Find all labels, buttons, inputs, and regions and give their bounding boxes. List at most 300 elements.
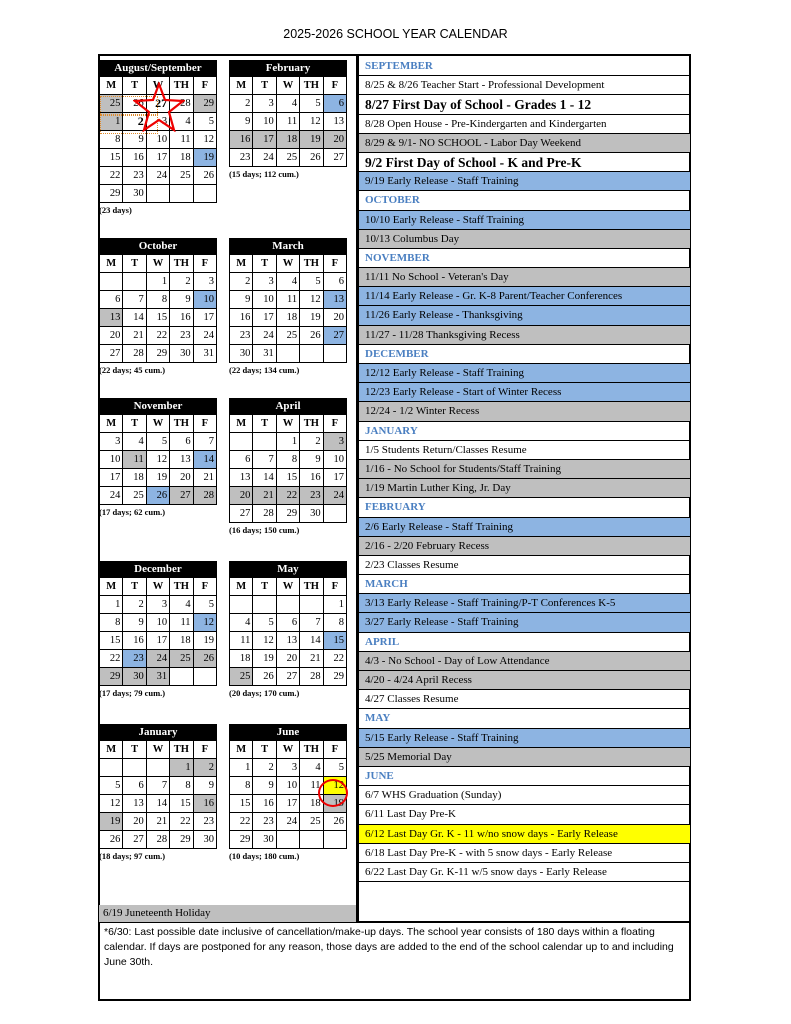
day-cell: 23 bbox=[230, 327, 253, 345]
event-item: 6/18 Last Day Pre-K - with 5 snow days - Early Release bbox=[359, 844, 690, 863]
day-cell: 5 bbox=[323, 759, 346, 777]
weekday-header: TH bbox=[170, 578, 193, 596]
month-grid bbox=[99, 740, 217, 849]
day-cell: 22 bbox=[100, 167, 123, 185]
day-cell: 16 bbox=[230, 131, 253, 149]
day-cell: 25 bbox=[100, 95, 123, 113]
day-cell: 6 bbox=[276, 614, 299, 632]
month-grid bbox=[99, 254, 217, 363]
event-month-header: FEBRUARY bbox=[359, 498, 690, 517]
day-cell: 15 bbox=[323, 632, 346, 650]
day-cell: 12 bbox=[300, 113, 323, 131]
day-cell: 4 bbox=[230, 614, 253, 632]
month-name: May bbox=[229, 561, 347, 577]
day-cell: 20 bbox=[323, 309, 346, 327]
day-cell: 19 bbox=[323, 795, 346, 813]
day-cell: 26 bbox=[323, 813, 346, 831]
event-month-header: SEPTEMBER bbox=[359, 57, 690, 76]
day-cell: 30 bbox=[193, 831, 216, 849]
day-cell: 20 bbox=[170, 469, 193, 487]
month-name: January bbox=[99, 724, 217, 740]
day-cell: 6 bbox=[123, 777, 146, 795]
day-cell bbox=[276, 345, 299, 363]
day-cell: 29 bbox=[276, 505, 299, 523]
day-cell: 19 bbox=[300, 131, 323, 149]
day-cell: 11 bbox=[230, 632, 253, 650]
event-item: 6/7 WHS Graduation (Sunday) bbox=[359, 786, 690, 805]
event-item: 3/13 Early Release - Staff Training/P-T Conferences K-5 bbox=[359, 594, 690, 613]
events-list bbox=[359, 57, 690, 882]
day-cell: 8 bbox=[100, 131, 123, 149]
event-item: 12/12 Early Release - Staff Training bbox=[359, 364, 690, 383]
day-cell: 3 bbox=[146, 596, 169, 614]
day-cell: 13 bbox=[323, 113, 346, 131]
event-item: 3/27 Early Release - Staff Training bbox=[359, 613, 690, 632]
weekday-header: F bbox=[323, 415, 346, 433]
day-cell: 13 bbox=[323, 291, 346, 309]
event-item: 2/16 - 2/20 February Recess bbox=[359, 537, 690, 556]
day-cell: 29 bbox=[170, 831, 193, 849]
day-cell bbox=[300, 831, 323, 849]
day-cell bbox=[193, 185, 216, 203]
day-cell: 27 bbox=[230, 505, 253, 523]
month-grid bbox=[229, 577, 347, 686]
day-cell: 12 bbox=[323, 777, 346, 795]
day-cell: 4 bbox=[276, 273, 299, 291]
weekday-header: T bbox=[253, 578, 276, 596]
day-cell: 19 bbox=[193, 632, 216, 650]
day-cell: 16 bbox=[230, 309, 253, 327]
day-cell: 22 bbox=[146, 327, 169, 345]
day-cell: 10 bbox=[146, 614, 169, 632]
day-cell: 26 bbox=[253, 668, 276, 686]
day-cell: 5 bbox=[193, 596, 216, 614]
day-cell: 27 bbox=[276, 668, 299, 686]
day-cell: 18 bbox=[230, 650, 253, 668]
weekday-header: W bbox=[276, 415, 299, 433]
event-item: 6/11 Last Day Pre-K bbox=[359, 805, 690, 824]
day-cell: 23 bbox=[123, 650, 146, 668]
day-cell bbox=[323, 505, 346, 523]
month-summary: (17 days; 62 cum.) bbox=[99, 507, 166, 517]
weekday-header: T bbox=[123, 741, 146, 759]
day-cell: 1 bbox=[100, 596, 123, 614]
day-cell: 10 bbox=[253, 113, 276, 131]
day-cell: 8 bbox=[146, 291, 169, 309]
weekday-header: F bbox=[193, 741, 216, 759]
event-item: 4/20 - 4/24 April Recess bbox=[359, 671, 690, 690]
day-cell: 9 bbox=[300, 451, 323, 469]
event-month-header: NOVEMBER bbox=[359, 249, 690, 268]
day-cell: 20 bbox=[323, 131, 346, 149]
day-cell: 15 bbox=[146, 309, 169, 327]
weekday-header: TH bbox=[300, 77, 323, 95]
event-month-header: MAY bbox=[359, 709, 690, 728]
day-cell: 3 bbox=[253, 95, 276, 113]
event-item: 11/26 Early Release - Thanksgiving bbox=[359, 306, 690, 325]
day-cell: 3 bbox=[100, 433, 123, 451]
day-cell: 5 bbox=[253, 614, 276, 632]
weekday-header: W bbox=[146, 741, 169, 759]
event-month-header: APRIL bbox=[359, 633, 690, 652]
day-cell: 26 bbox=[193, 650, 216, 668]
weekday-header: TH bbox=[170, 415, 193, 433]
day-cell: 2 bbox=[123, 113, 146, 131]
day-cell: 23 bbox=[170, 327, 193, 345]
day-cell: 11 bbox=[300, 777, 323, 795]
day-cell: 17 bbox=[323, 469, 346, 487]
day-cell: 7 bbox=[146, 777, 169, 795]
month-mar bbox=[229, 238, 347, 375]
day-cell: 21 bbox=[300, 650, 323, 668]
month-jan bbox=[99, 724, 217, 861]
day-cell: 29 bbox=[323, 668, 346, 686]
day-cell: 7 bbox=[123, 291, 146, 309]
weekday-header: T bbox=[253, 741, 276, 759]
day-cell: 19 bbox=[300, 309, 323, 327]
day-cell: 11 bbox=[170, 614, 193, 632]
day-cell: 24 bbox=[253, 327, 276, 345]
weekday-header: T bbox=[123, 255, 146, 273]
day-cell: 9 bbox=[193, 777, 216, 795]
day-cell: 5 bbox=[100, 777, 123, 795]
weekday-header: T bbox=[253, 415, 276, 433]
day-cell: 26 bbox=[123, 95, 146, 113]
day-cell: 11 bbox=[276, 291, 299, 309]
month-name: August/September bbox=[99, 60, 217, 76]
event-month-header: JUNE bbox=[359, 767, 690, 786]
day-cell: 25 bbox=[276, 149, 299, 167]
weekday-header: F bbox=[193, 415, 216, 433]
day-cell: 27 bbox=[123, 831, 146, 849]
day-cell: 2 bbox=[230, 95, 253, 113]
weekday-header: W bbox=[146, 578, 169, 596]
day-cell: 23 bbox=[123, 167, 146, 185]
day-cell: 23 bbox=[193, 813, 216, 831]
day-cell: 1 bbox=[323, 596, 346, 614]
day-cell: 29 bbox=[193, 95, 216, 113]
event-item: 5/15 Early Release - Staff Training bbox=[359, 729, 690, 748]
day-cell: 24 bbox=[146, 650, 169, 668]
weekday-header: T bbox=[123, 77, 146, 95]
day-cell: 18 bbox=[276, 309, 299, 327]
day-cell: 18 bbox=[123, 469, 146, 487]
month-grid bbox=[229, 76, 347, 167]
day-cell bbox=[300, 345, 323, 363]
weekday-header: TH bbox=[170, 741, 193, 759]
month-name: November bbox=[99, 398, 217, 414]
day-cell: 31 bbox=[253, 345, 276, 363]
day-cell: 15 bbox=[100, 632, 123, 650]
day-cell: 9 bbox=[230, 291, 253, 309]
month-name: December bbox=[99, 561, 217, 577]
weekday-header: M bbox=[230, 77, 253, 95]
event-item: 11/14 Early Release - Gr. K-8 Parent/Teacher Conferences bbox=[359, 287, 690, 306]
day-cell: 20 bbox=[276, 650, 299, 668]
day-cell: 28 bbox=[300, 668, 323, 686]
day-cell: 4 bbox=[170, 596, 193, 614]
day-cell: 28 bbox=[193, 487, 216, 505]
day-cell: 22 bbox=[170, 813, 193, 831]
weekday-header: F bbox=[323, 255, 346, 273]
day-cell: 22 bbox=[100, 650, 123, 668]
month-dec bbox=[99, 561, 217, 698]
day-cell: 18 bbox=[170, 149, 193, 167]
day-cell: 8 bbox=[230, 777, 253, 795]
day-cell: 4 bbox=[170, 113, 193, 131]
event-item: 2/23 Classes Resume bbox=[359, 556, 690, 575]
day-cell: 30 bbox=[253, 831, 276, 849]
day-cell: 10 bbox=[323, 451, 346, 469]
day-cell: 23 bbox=[230, 149, 253, 167]
day-cell: 6 bbox=[323, 273, 346, 291]
day-cell: 29 bbox=[230, 831, 253, 849]
month-feb bbox=[229, 60, 347, 179]
day-cell: 16 bbox=[300, 469, 323, 487]
day-cell: 20 bbox=[123, 813, 146, 831]
day-cell: 14 bbox=[300, 632, 323, 650]
day-cell: 25 bbox=[123, 487, 146, 505]
day-cell: 13 bbox=[230, 469, 253, 487]
month-oct bbox=[99, 238, 217, 375]
day-cell: 16 bbox=[123, 632, 146, 650]
month-summary: (23 days) bbox=[99, 205, 132, 215]
day-cell: 21 bbox=[253, 487, 276, 505]
day-cell: 28 bbox=[146, 831, 169, 849]
day-cell: 5 bbox=[300, 273, 323, 291]
day-cell: 17 bbox=[146, 632, 169, 650]
weekday-header: TH bbox=[300, 578, 323, 596]
day-cell: 27 bbox=[323, 149, 346, 167]
weekday-header: TH bbox=[170, 77, 193, 95]
day-cell: 30 bbox=[300, 505, 323, 523]
day-cell: 20 bbox=[230, 487, 253, 505]
day-cell: 25 bbox=[300, 813, 323, 831]
day-cell: 17 bbox=[253, 131, 276, 149]
month-grid bbox=[229, 414, 347, 523]
day-cell: 1 bbox=[276, 433, 299, 451]
weekday-header: T bbox=[253, 77, 276, 95]
day-cell: 5 bbox=[300, 95, 323, 113]
day-cell: 22 bbox=[230, 813, 253, 831]
event-month-header: JANUARY bbox=[359, 422, 690, 441]
weekday-header: F bbox=[323, 77, 346, 95]
day-cell: 21 bbox=[123, 327, 146, 345]
event-item: 10/10 Early Release - Staff Training bbox=[359, 211, 690, 230]
weekday-header: TH bbox=[300, 415, 323, 433]
day-cell: 15 bbox=[230, 795, 253, 813]
day-cell: 19 bbox=[100, 813, 123, 831]
day-cell bbox=[193, 668, 216, 686]
day-cell bbox=[300, 596, 323, 614]
day-cell bbox=[123, 759, 146, 777]
day-cell: 25 bbox=[276, 327, 299, 345]
day-cell: 28 bbox=[253, 505, 276, 523]
footnote: *6/30: Last possible date inclusive of cancellation/make-up days. The school year consists of 180 days within a floating calendar. If days are postponed for any reason, those days are added to the end of the school calendar up to and including June 30th. bbox=[104, 926, 674, 968]
event-item: 5/25 Memorial Day bbox=[359, 748, 690, 767]
day-cell: 27 bbox=[146, 95, 169, 113]
day-cell: 8 bbox=[276, 451, 299, 469]
month-name: October bbox=[99, 238, 217, 254]
weekday-header: TH bbox=[300, 255, 323, 273]
day-cell: 24 bbox=[253, 149, 276, 167]
day-cell: 12 bbox=[146, 451, 169, 469]
event-item: 1/19 Martin Luther King, Jr. Day bbox=[359, 479, 690, 498]
day-cell: 24 bbox=[146, 167, 169, 185]
month-grid bbox=[99, 577, 217, 686]
event-item: 2/6 Early Release - Staff Training bbox=[359, 518, 690, 537]
day-cell: 30 bbox=[230, 345, 253, 363]
day-cell: 3 bbox=[146, 113, 169, 131]
day-cell: 10 bbox=[253, 291, 276, 309]
month-name: February bbox=[229, 60, 347, 76]
day-cell: 9 bbox=[253, 777, 276, 795]
event-item: 9/19 Early Release - Staff Training bbox=[359, 172, 690, 191]
weekday-header: F bbox=[193, 578, 216, 596]
day-cell bbox=[100, 759, 123, 777]
day-cell: 7 bbox=[253, 451, 276, 469]
day-cell: 9 bbox=[170, 291, 193, 309]
day-cell bbox=[170, 185, 193, 203]
day-cell: 31 bbox=[193, 345, 216, 363]
day-cell: 16 bbox=[193, 795, 216, 813]
day-cell: 18 bbox=[300, 795, 323, 813]
day-cell: 26 bbox=[300, 327, 323, 345]
day-cell: 26 bbox=[193, 167, 216, 185]
day-cell: 30 bbox=[123, 668, 146, 686]
day-cell: 9 bbox=[123, 131, 146, 149]
event-month-header: MARCH bbox=[359, 575, 690, 594]
day-cell: 1 bbox=[100, 113, 123, 131]
day-cell: 14 bbox=[253, 469, 276, 487]
day-cell: 1 bbox=[146, 273, 169, 291]
weekday-header: W bbox=[276, 255, 299, 273]
day-cell: 26 bbox=[300, 149, 323, 167]
day-cell: 25 bbox=[170, 650, 193, 668]
day-cell: 5 bbox=[146, 433, 169, 451]
day-cell: 3 bbox=[253, 273, 276, 291]
event-month-header: OCTOBER bbox=[359, 191, 690, 210]
month-summary: (20 days; 170 cum.) bbox=[229, 688, 300, 698]
day-cell: 2 bbox=[123, 596, 146, 614]
weekday-header: F bbox=[193, 77, 216, 95]
day-cell bbox=[230, 433, 253, 451]
weekday-header: W bbox=[146, 415, 169, 433]
day-cell: 12 bbox=[253, 632, 276, 650]
day-cell: 18 bbox=[276, 131, 299, 149]
month-name: June bbox=[229, 724, 347, 740]
day-cell: 22 bbox=[276, 487, 299, 505]
weekday-header: T bbox=[123, 415, 146, 433]
weekday-header: TH bbox=[300, 741, 323, 759]
day-cell: 4 bbox=[123, 433, 146, 451]
event-item: 11/11 No School - Veteran's Day bbox=[359, 268, 690, 287]
day-cell: 21 bbox=[193, 469, 216, 487]
day-cell: 13 bbox=[100, 309, 123, 327]
day-cell bbox=[276, 831, 299, 849]
month-may bbox=[229, 561, 347, 698]
day-cell: 7 bbox=[300, 614, 323, 632]
day-cell: 17 bbox=[276, 795, 299, 813]
month-summary: (16 days; 150 cum.) bbox=[229, 525, 300, 535]
day-cell: 25 bbox=[230, 668, 253, 686]
day-cell: 26 bbox=[146, 487, 169, 505]
day-cell bbox=[146, 759, 169, 777]
day-cell: 6 bbox=[323, 95, 346, 113]
day-cell: 2 bbox=[170, 273, 193, 291]
day-cell bbox=[276, 596, 299, 614]
weekday-header: F bbox=[193, 255, 216, 273]
day-cell: 30 bbox=[170, 345, 193, 363]
juneteenth-note: 6/19 Juneteenth Holiday bbox=[99, 905, 356, 922]
month-grid bbox=[229, 254, 347, 363]
weekday-header: W bbox=[276, 578, 299, 596]
day-cell: 29 bbox=[146, 345, 169, 363]
day-cell: 17 bbox=[146, 149, 169, 167]
event-item: 4/27 Classes Resume bbox=[359, 690, 690, 709]
event-item: 6/22 Last Day Gr. K-11 w/5 snow days - Early Release bbox=[359, 863, 690, 882]
month-nov bbox=[99, 398, 217, 517]
day-cell: 9 bbox=[230, 113, 253, 131]
day-cell: 9 bbox=[123, 614, 146, 632]
day-cell: 27 bbox=[100, 345, 123, 363]
weekday-header: W bbox=[146, 77, 169, 95]
weekday-header: T bbox=[123, 578, 146, 596]
event-month-header: DECEMBER bbox=[359, 345, 690, 364]
day-cell: 17 bbox=[253, 309, 276, 327]
day-cell: 2 bbox=[193, 759, 216, 777]
day-cell bbox=[253, 596, 276, 614]
day-cell: 11 bbox=[170, 131, 193, 149]
day-cell: 28 bbox=[123, 345, 146, 363]
weekday-header: M bbox=[100, 255, 123, 273]
weekday-header: M bbox=[100, 77, 123, 95]
day-cell: 13 bbox=[170, 451, 193, 469]
weekday-header: M bbox=[100, 741, 123, 759]
day-cell: 3 bbox=[323, 433, 346, 451]
day-cell: 1 bbox=[170, 759, 193, 777]
day-cell: 8 bbox=[100, 614, 123, 632]
day-cell: 14 bbox=[146, 795, 169, 813]
day-cell: 8 bbox=[323, 614, 346, 632]
event-item: 1/5 Students Return/Classes Resume bbox=[359, 441, 690, 460]
event-item: 10/13 Columbus Day bbox=[359, 230, 690, 249]
day-cell: 29 bbox=[100, 185, 123, 203]
day-cell: 8 bbox=[170, 777, 193, 795]
day-cell bbox=[100, 273, 123, 291]
day-cell: 10 bbox=[193, 291, 216, 309]
day-cell: 16 bbox=[123, 149, 146, 167]
day-cell bbox=[253, 433, 276, 451]
month-summary: (17 days; 79 cum.) bbox=[99, 688, 166, 698]
circle-annotation bbox=[318, 779, 348, 807]
day-cell: 28 bbox=[170, 95, 193, 113]
day-cell: 15 bbox=[100, 149, 123, 167]
day-cell: 11 bbox=[123, 451, 146, 469]
day-cell: 12 bbox=[100, 795, 123, 813]
month-summary: (15 days; 112 cum.) bbox=[229, 169, 299, 179]
weekday-header: M bbox=[230, 578, 253, 596]
day-cell: 4 bbox=[276, 95, 299, 113]
day-cell: 24 bbox=[100, 487, 123, 505]
month-name: April bbox=[229, 398, 347, 414]
day-cell bbox=[323, 345, 346, 363]
day-cell: 12 bbox=[300, 291, 323, 309]
day-cell: 10 bbox=[100, 451, 123, 469]
month-summary: (22 days; 134 cum.) bbox=[229, 365, 300, 375]
month-name: March bbox=[229, 238, 347, 254]
day-cell: 4 bbox=[300, 759, 323, 777]
